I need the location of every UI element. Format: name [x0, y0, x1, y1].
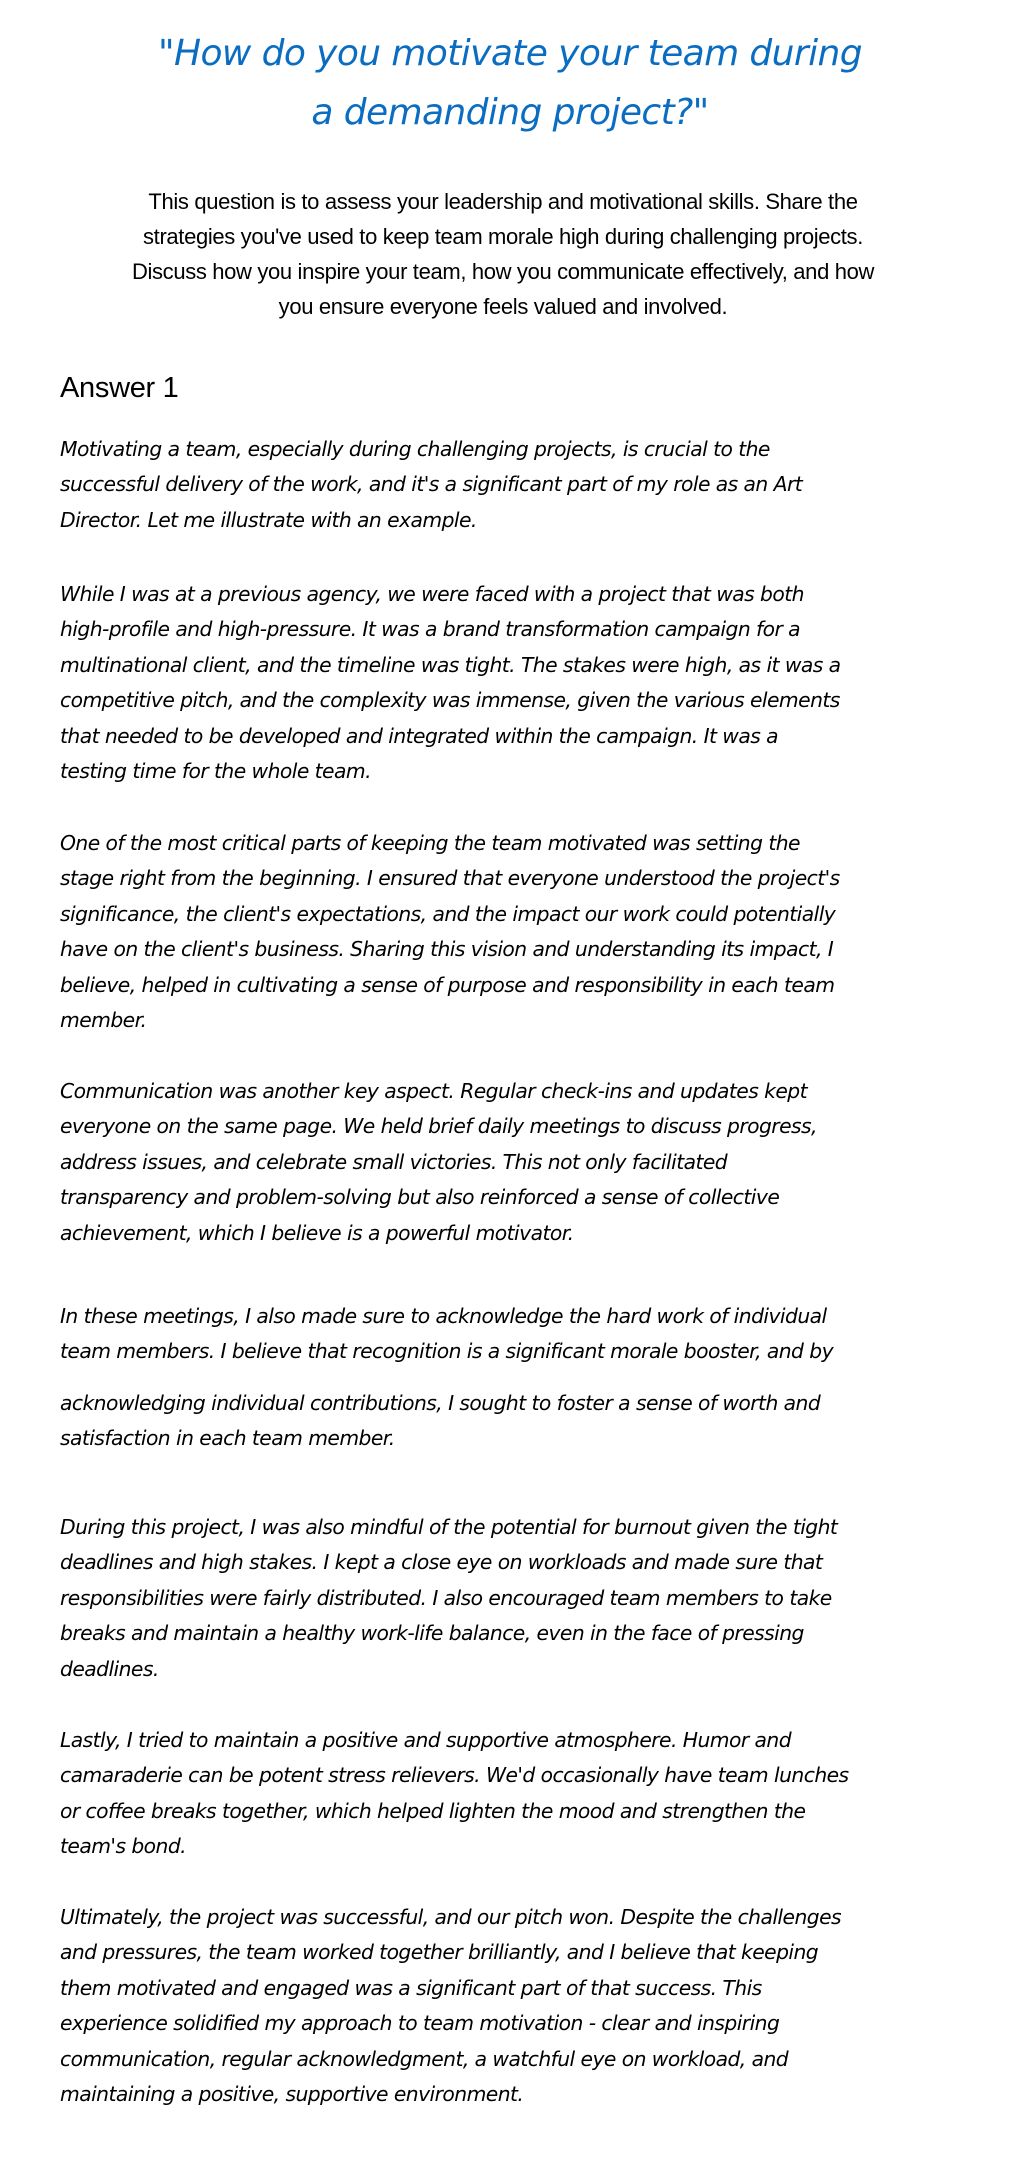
answer-heading: Answer 1 — [60, 372, 179, 404]
paragraph-line: high-profile and high-pressure. It was a brand transformation campaign for a — [60, 617, 801, 642]
paragraph-line: Ultimately, the project was successful, and our pitch won. Despite the challenges — [60, 1905, 842, 1929]
paragraph-line: everyone on the same page. We held brief daily meetings to discuss progress, — [60, 1114, 817, 1139]
paragraph-line: believe, helped in cultivating a sense of purpose and responsibility in each team — [60, 972, 835, 997]
paragraph-line: camaraderie can be potent stress relievers. We'd occasionally have team lunches — [60, 1763, 849, 1788]
answer-paragraph-page-break-bottom — [60, 1386, 960, 1457]
paragraph-line: them motivated and engaged was a significant part of that success. This — [60, 1975, 762, 2000]
question-title-line: a demanding project?" — [311, 92, 709, 133]
paragraph-line: Communication was another key aspect. Regular check-ins and updates kept — [60, 1079, 807, 1103]
paragraph-line: testing time for the whole team. — [60, 758, 371, 783]
paragraph-line: have on the client's business. Sharing this vision and understanding its impact, I — [60, 937, 834, 962]
paragraph-line: address issues, and celebrate small victories. This not only facilitated — [60, 1149, 728, 1174]
paragraph-line: transparency and problem-solving but also reinforced a sense of collective — [60, 1185, 780, 1210]
paragraph-line: In these meetings, I also made sure to acknowledge the hard work of individual — [60, 1304, 827, 1328]
paragraph-line: breaks and maintain a healthy work-life balance, even in the face of pressing — [60, 1621, 804, 1646]
paragraph-line: multinational client, and the timeline was tight. The stakes were high, as it was a — [60, 652, 841, 677]
description-line: Discuss how you inspire your team, how you communicate effectively, and how — [131, 259, 875, 284]
paragraph-line: communication, regular acknowledgment, a watchful eye on workload, and — [60, 2046, 789, 2071]
paragraph-line: While I was at a previous agency, we were faced with a project that was both — [60, 582, 804, 606]
paragraph-line: Director. Let me illustrate with an example. — [60, 507, 477, 532]
paragraph-line: competitive pitch, and the complexity was immense, given the various elements — [60, 688, 840, 713]
question-title — [0, 24, 1020, 142]
paragraph-line: experience solidified my approach to team motivation - clear and inspiring — [60, 2011, 780, 2036]
paragraph-line: satisfaction in each team member. — [60, 1426, 395, 1451]
paragraph-line: achievement, which I believe is a powerful motivator. — [60, 1220, 574, 1245]
paragraph-line: maintaining a positive, supportive environment. — [60, 2081, 524, 2106]
paragraph-line: and pressures, the team worked together brilliantly, and I believe that keeping — [60, 1940, 819, 1965]
answer-paragraph — [60, 1074, 960, 1251]
paragraph-line: acknowledging individual contributions, I sought to foster a sense of worth and — [60, 1391, 821, 1415]
answer-paragraph — [60, 1900, 960, 2112]
paragraph-line: team's bond. — [60, 1834, 187, 1859]
paragraph-line: successful delivery of the work, and it's a significant part of my role as an Art — [60, 472, 803, 497]
paragraph-line: team members. I believe that recognition is a significant morale booster, and by — [60, 1339, 834, 1363]
paragraph-line: significance, the client's expectations, and the impact our work could potentially — [60, 901, 836, 926]
paragraph-line: stage right from the beginning. I ensured that everyone understood the project's — [60, 866, 840, 891]
answer-paragraph — [60, 432, 960, 538]
description-line: you ensure everyone feels valued and involved. — [278, 294, 728, 319]
answer-paragraph — [60, 577, 960, 789]
description-line: strategies you've used to keep team morale high during challenging projects. — [143, 224, 863, 249]
question-title-line: "How do you motivate your team during — [158, 33, 862, 74]
paragraph-line: or coffee breaks together, which helped lighten the mood and strengthen the — [60, 1798, 806, 1823]
paragraph-line: Motivating a team, especially during challenging projects, is crucial to the — [60, 437, 770, 461]
answer-paragraph — [60, 826, 960, 1038]
paragraph-line: deadlines. — [60, 1656, 159, 1681]
answer-paragraph — [60, 1510, 960, 1687]
description-line: This question is to assess your leadership and motivational skills. Share the — [148, 189, 858, 214]
paragraph-line: deadlines and high stakes. I kept a close eye on workloads and made sure that — [60, 1550, 823, 1575]
answer-paragraph-page-break-top — [60, 1299, 960, 1363]
question-description — [0, 184, 1006, 324]
paragraph-line: that needed to be developed and integrated within the campaign. It was a — [60, 723, 779, 748]
paragraph-line: responsibilities were fairly distributed. I also encouraged team members to take — [60, 1585, 832, 1610]
paragraph-line: Lastly, I tried to maintain a positive and supportive atmosphere. Humor and — [60, 1728, 792, 1752]
paragraph-line: During this project, I was also mindful of the potential for burnout given the tight — [60, 1515, 838, 1539]
paragraph-line: member. — [60, 1007, 147, 1032]
paragraph-line: One of the most critical parts of keeping the team motivated was setting the — [60, 831, 800, 855]
answer-paragraph — [60, 1723, 960, 1865]
